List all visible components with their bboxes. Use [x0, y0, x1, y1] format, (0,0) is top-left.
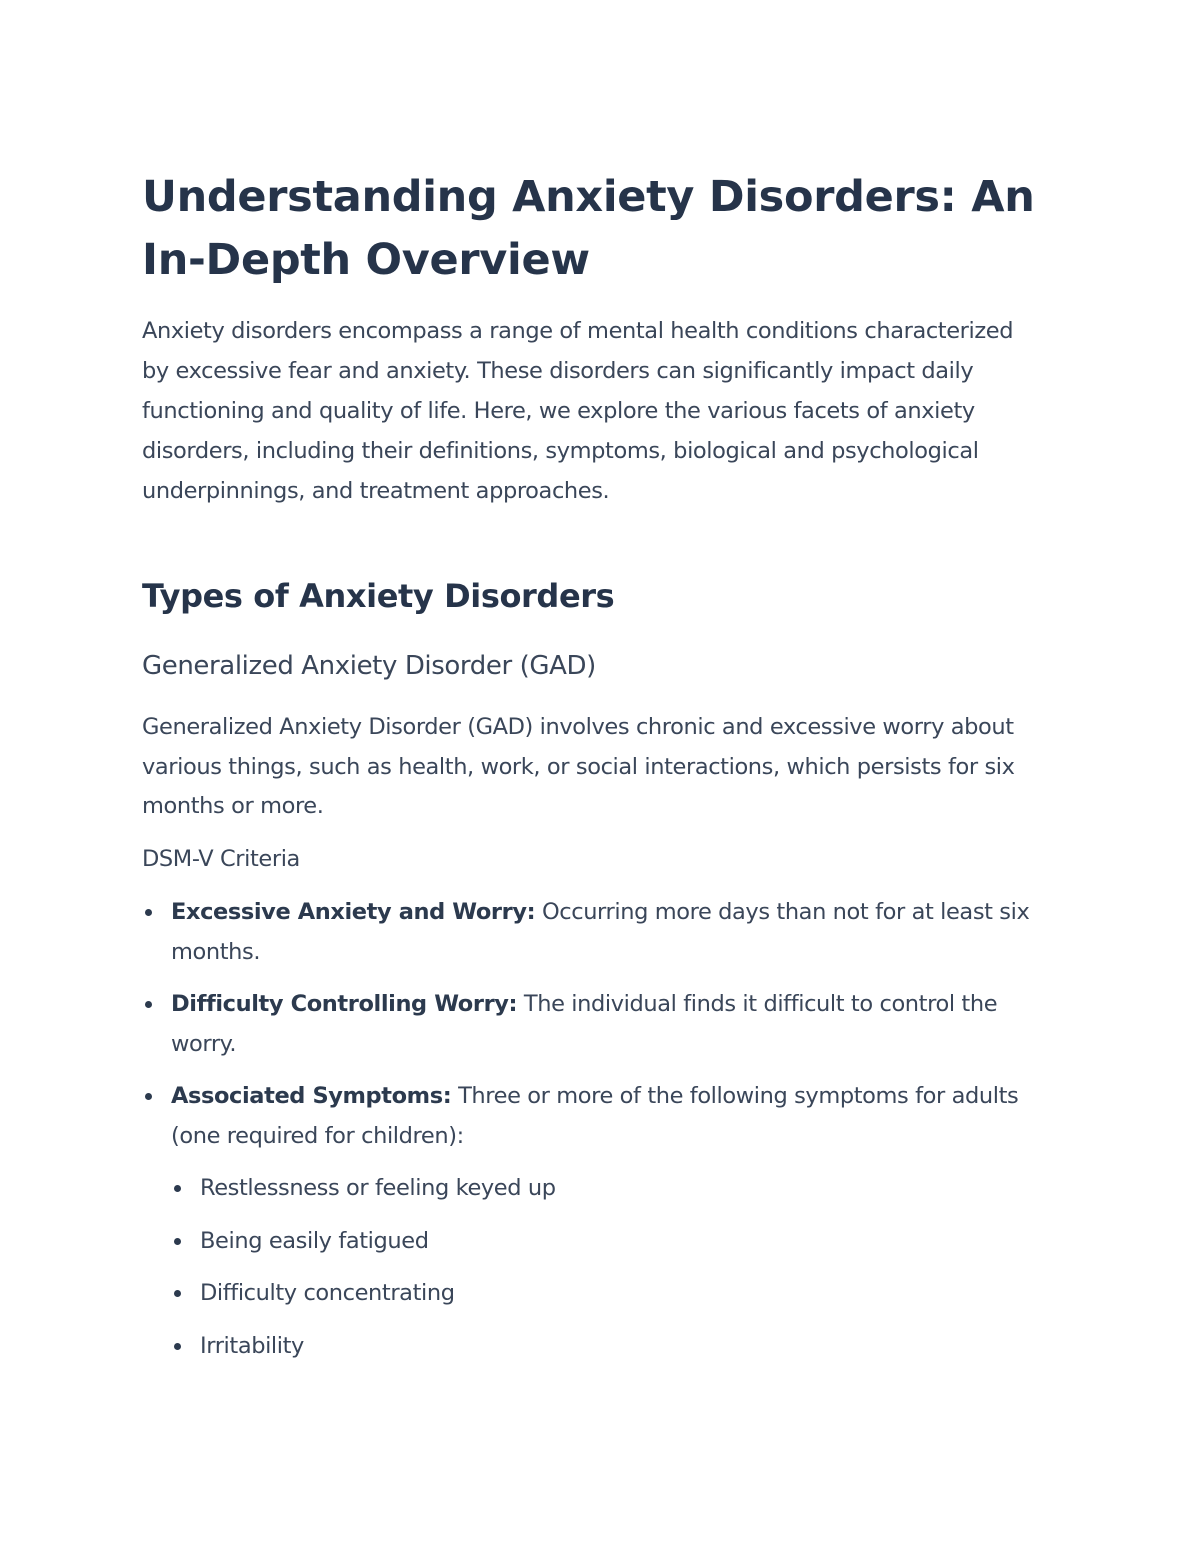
criteria-heading: DSM-V Criteria	[142, 846, 300, 872]
section-heading-types: Types of Anxiety Disorders	[142, 577, 615, 615]
criteria-item-label: Excessive Anxiety and Worry:	[171, 899, 536, 925]
symptom-item: Restlessness or feeling keyed up	[171, 1169, 1042, 1209]
symptom-item: Being easily fatigued	[171, 1222, 1042, 1262]
symptoms-list	[171, 1169, 1042, 1366]
gad-paragraph: Generalized Anxiety Disorder (GAD) involves chronic and excessive worry about various things, such as health, work, or social interactions, which persists for six months or more.	[142, 714, 1015, 819]
symptom-item: Difficulty concentrating	[171, 1274, 1042, 1314]
symptom-item: Irritability	[171, 1327, 1042, 1367]
criteria-item-text: Three or more of the following symptoms for adults (one required for children):	[171, 1083, 1019, 1149]
subsection-heading-gad: Generalized Anxiety Disorder (GAD)	[142, 651, 596, 681]
criteria-item-text: The individual finds it difficult to control the worry.	[171, 991, 998, 1057]
criteria-item	[142, 1077, 1042, 1366]
criteria-item-label: Difficulty Controlling Worry:	[171, 991, 518, 1017]
criteria-item	[142, 985, 1042, 1064]
document-title: Understanding Anxiety Disorders: An In-Depth Overview	[142, 172, 1035, 285]
criteria-list	[142, 893, 1042, 1379]
intro-paragraph: Anxiety disorders encompass a range of mental health conditions characterized by excessive fear and anxiety. These disorders can significantly impact daily functioning and quality of life. Here, we explore the various facets of anxiety disorders, including their definitions, symptoms, biological and psychological underpinnings, and treatment approaches.	[142, 318, 1014, 504]
criteria-item-label: Associated Symptoms:	[171, 1083, 452, 1109]
criteria-item	[142, 893, 1042, 972]
criteria-item-text: Occurring more days than not for at least six months.	[171, 899, 1030, 965]
